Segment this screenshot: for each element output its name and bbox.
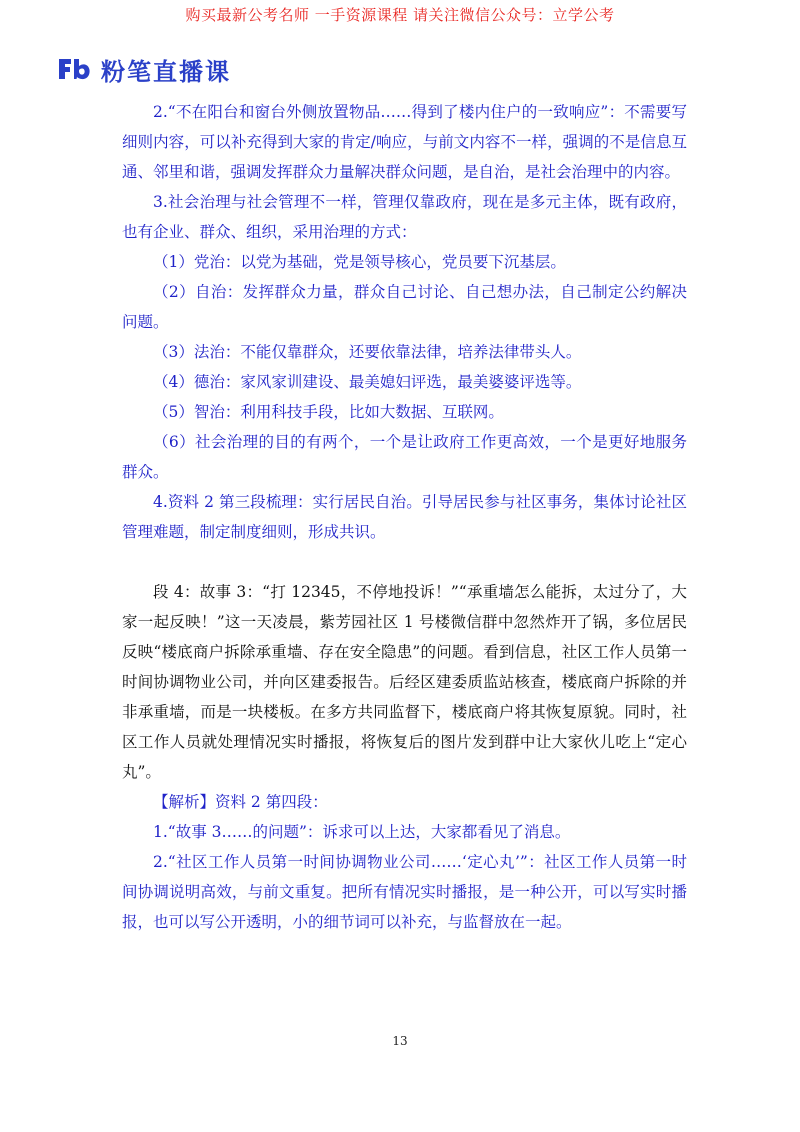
brand-name: 粉笔直播课 (101, 57, 231, 86)
header-banner: 购买最新公考名师 一手资源课程 请关注微信公众号：立学公考 (185, 6, 615, 24)
material-paragraph: 段 4：故事 3：“打 12345，不停地投诉！”“承重墙怎么能拆，太过分了，大家一起反映！”这一天凌晨，紫芳园社区 1 号楼微信群中忽然炸开了锅，多位居民反映“楼底商户拆除承重墙、存在安全隐患”的问题。看到信息，社区工作人员第一时间协调物业公司，并向区建委报告。后经区建委质监站核查，楼底商户拆除的并非承重墙，而是一块楼板。在多方共同监督下，楼底商户将其恢复原貌。同时，社区工作人员就处理情况实时播报，将恢复后的图片发到群中让大家伙儿吃上“定心丸”。 (122, 583, 687, 781)
fb-logo-icon (57, 56, 91, 82)
governance-item-4: （4）德治：家风家训建设、最美媳妇评选，最美婆婆评选等。 (153, 373, 582, 391)
governance-item-2: （2）自治：发挥群众力量，群众自己讨论、自己想办法，自己制定公约解决问题。 (122, 283, 687, 331)
analysis-point-3: 3.社会治理与社会管理不一样，管理仅靠政府，现在是多元主体，既有政府，也有企业、群众、组织，采用治理的方式： (122, 193, 687, 241)
governance-item-6: （6）社会治理的目的有两个，一个是让政府工作更高效，一个是更好地服务群众。 (122, 433, 687, 481)
analysis-heading: 【解析】资料 2 第四段： (153, 793, 328, 811)
analysis-b-point-1: 1.“故事 3……的问题”：诉求可以上达，大家都看见了消息。 (153, 823, 571, 841)
page-content (122, 97, 687, 937)
section-spacer (122, 547, 687, 577)
brand-logo (57, 53, 231, 85)
analysis-point-2: 2.“不在阳台和窗台外侧放置物品……得到了楼内住户的一致响应”：不需要写细则内容，可以补充得到大家的肯定/响应，与前文内容不一样，强调的不是信息互通、邻里和谐，强调发挥群众力量解决群众问题，是自治，是社会治理中的内容。 (122, 103, 687, 181)
governance-item-3: （3）法治：不能仅靠群众，还要依靠法律，培养法律带头人。 (153, 343, 582, 361)
governance-item-1: （1）党治：以党为基础，党是领导核心，党员要下沉基层。 (153, 253, 566, 271)
analysis-point-4: 4.资料 2 第三段梳理：实行居民自治。引导居民参与社区事务，集体讨论社区管理难题，制定制度细则，形成共识。 (122, 493, 687, 541)
analysis-b-point-2: 2.“社区工作人员第一时间协调物业公司……‘定心丸’”：社区工作人员第一时间协调说明高效，与前文重复。把所有情况实时播报，是一种公开，可以写实时播报，也可以写公开透明，小的细节词可以补充，与监督放在一起。 (122, 853, 687, 931)
governance-item-5: （5）智治：利用科技手段，比如大数据、互联网。 (153, 403, 504, 421)
page-number: 13 (392, 1034, 408, 1048)
